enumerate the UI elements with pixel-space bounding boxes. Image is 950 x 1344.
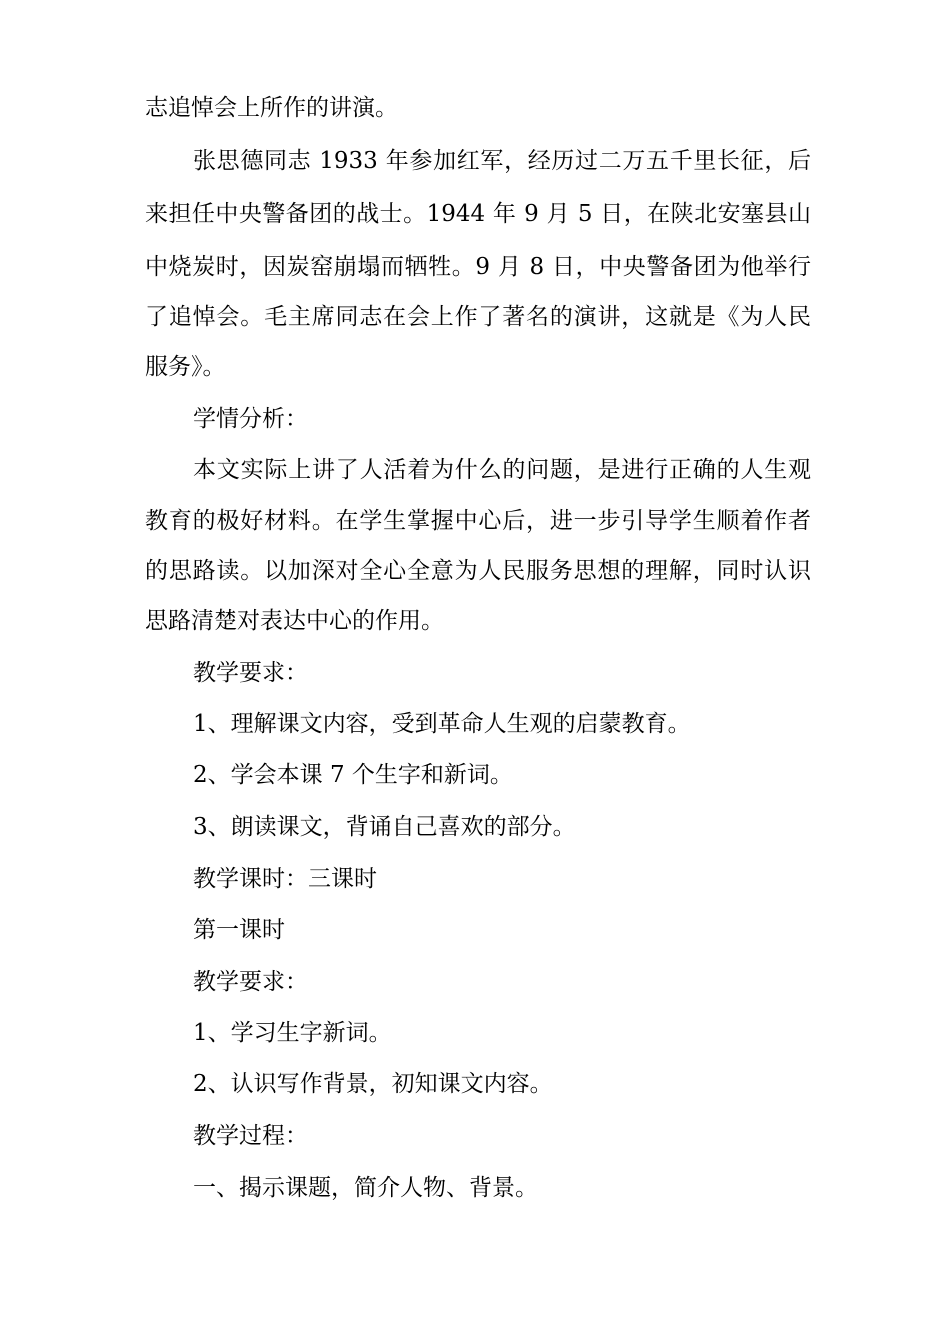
section-heading: 教学过程： [193,1123,308,1149]
paragraph-line: 本文实际上讲了人活着为什么的问题，是进行正确的人生观 [193,457,811,483]
paragraph-line: 思路清楚对表达中心的作用。 [145,608,444,634]
text-line: 志追悼会上所作的讲演。 [145,95,398,121]
list-item: 2、学会本课 7 个生字和新词。 [193,762,513,788]
section-heading: 教学课时：三课时 [193,866,377,892]
section-heading: 教学要求： [193,969,308,995]
section-heading: 一、揭示课题，简介人物、背景。 [193,1175,538,1201]
list-item: 1、学习生字新词。 [193,1020,392,1046]
list-item: 3、朗读课文，背诵自己喜欢的部分。 [193,814,576,840]
paragraph-line: 中烧炭时，因炭窑崩塌而牺牲。9 月 8 日，中央警备团为他举行 [145,254,811,280]
section-heading: 学情分析： [193,406,308,432]
section-heading: 教学要求： [193,660,308,686]
section-heading: 第一课时 [193,917,285,943]
paragraph-line: 了追悼会。毛主席同志在会上作了著名的演讲，这就是《为人民 [145,304,811,330]
paragraph-line: 来担任中央警备团的战士。1944 年 9 月 5 日，在陕北安塞县山 [145,201,811,227]
paragraph-line: 服务》。 [145,354,226,380]
paragraph-line: 的思路读。以加深对全心全意为人民服务思想的理解，同时认识 [145,558,811,584]
paragraph-line: 张思德同志 1933 年参加红军，经历过二万五千里长征，后 [193,148,811,174]
paragraph-line: 教育的极好材料。在学生掌握中心后，进一步引导学生顺着作者 [145,508,811,534]
list-item: 1、理解课文内容，受到革命人生观的启蒙教育。 [193,711,691,737]
list-item: 2、认识写作背景，初知课文内容。 [193,1071,553,1097]
